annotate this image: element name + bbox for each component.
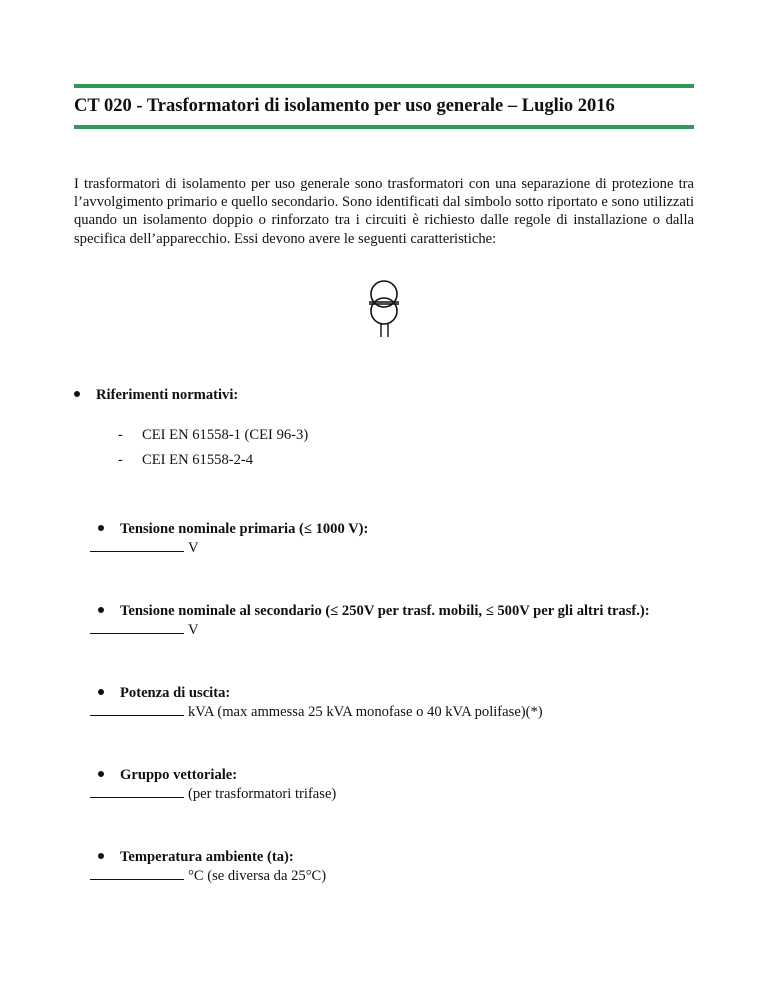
field-blank-line[interactable]: V <box>90 538 199 557</box>
field-heading: Gruppo vettoriale: <box>98 767 237 784</box>
riferimento-item: - CEI EN 61558-2-4 <box>118 452 254 468</box>
bottom-rule <box>74 125 694 129</box>
bullet-icon <box>98 771 104 777</box>
field-heading: Tensione nominale al secondario (≤ 250V per trasf. mobili, ≤ 500V per gli altri trasf.): <box>98 603 650 620</box>
blank-underline[interactable] <box>90 784 184 798</box>
riferimento-item: - CEI EN 61558-1 (CEI 96-3) <box>118 427 309 443</box>
field-blank-line[interactable]: (per trasformatori trifase) <box>90 784 336 803</box>
field-heading: Tensione nominale primaria (≤ 1000 V): <box>98 521 368 538</box>
bullet-icon <box>98 525 104 531</box>
bullet-icon <box>98 689 104 695</box>
bullet-icon <box>98 607 104 613</box>
bullet-icon <box>74 391 80 397</box>
isolation-transformer-symbol-icon <box>360 277 408 344</box>
blank-underline[interactable] <box>90 538 184 552</box>
blank-underline[interactable] <box>90 620 184 634</box>
field-blank-line[interactable]: V <box>90 620 199 639</box>
field-heading: Potenza di uscita: <box>98 685 230 702</box>
intro-paragraph: I trasformatori di isolamento per uso generale sono trasformatori con una separazione di protezione tra l’avvolgimento primario e quello secondario. Sono identificati dal simbolo sotto riportato e sono utilizzati quando un isolamento doppio o rinforzato tra i circuiti è richiesto dalle regole di installazione o dalla specifica dell’apparecchio. Essi devono avere le seguenti caratteristiche: <box>74 176 694 247</box>
riferimenti-heading: Riferimenti normativi: <box>74 387 238 404</box>
field-blank-line[interactable]: °C (se diversa da 25°C) <box>90 866 326 885</box>
field-blank-line[interactable]: kVA (max ammessa 25 kVA monofase o 40 kVA polifase)(*) <box>90 702 543 721</box>
blank-underline[interactable] <box>90 702 184 716</box>
blank-underline[interactable] <box>90 866 184 880</box>
bullet-icon <box>98 853 104 859</box>
top-rule <box>74 84 694 88</box>
page-title: CT 020 - Trasformatori di isolamento per uso generale – Luglio 2016 <box>74 96 615 116</box>
field-heading: Temperatura ambiente (ta): <box>98 849 294 866</box>
